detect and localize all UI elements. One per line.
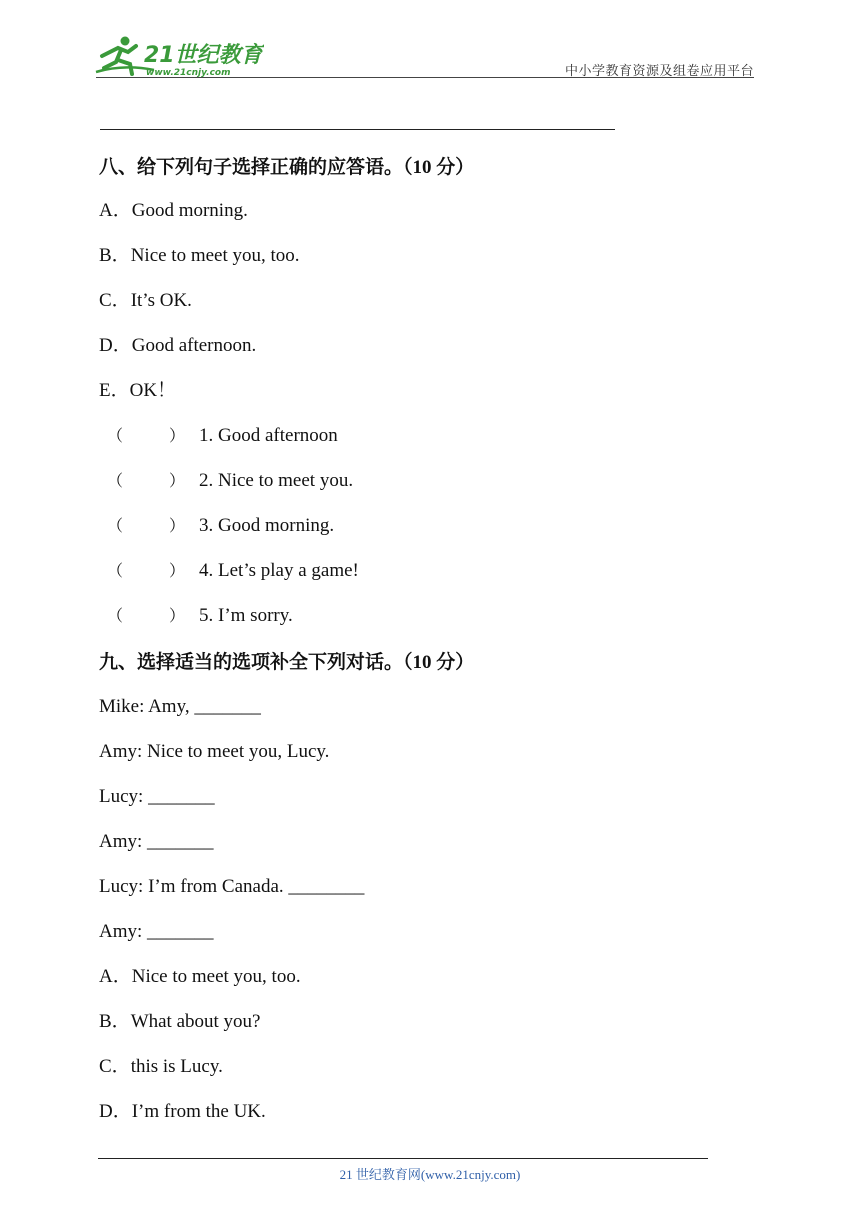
option-letter: B． xyxy=(99,245,131,266)
option-letter: C． xyxy=(99,1056,131,1077)
section8-question-1 xyxy=(107,424,338,448)
option-text: Good afternoon. xyxy=(131,335,257,356)
section9-option-d xyxy=(99,1100,266,1124)
section8-option-a xyxy=(99,199,248,223)
section8-question-3 xyxy=(107,514,334,538)
header-platform-name: 中小学教育资源及组卷应用平台 xyxy=(564,64,754,79)
option-letter: D． xyxy=(99,335,132,356)
section8-question-5 xyxy=(107,604,293,628)
dialogue-line: Lucy: _______ xyxy=(99,786,215,807)
answer-blank-line xyxy=(100,129,615,130)
answer-paren-open[interactable]: （ xyxy=(107,471,124,490)
logo-title: 21世纪教育 xyxy=(144,43,263,68)
option-text: What about you? xyxy=(130,1011,261,1032)
answer-paren-open[interactable]: （ xyxy=(107,606,124,625)
answer-paren-close: ） xyxy=(169,471,186,490)
question-text: 2. Nice to meet you. xyxy=(199,470,354,491)
section9-heading xyxy=(99,650,474,675)
answer-paren-open[interactable]: （ xyxy=(107,561,124,580)
question-text: 4. Let’s play a game! xyxy=(199,560,359,581)
section9-title: 九、选择适当的选项补全下列对话。 xyxy=(99,651,404,673)
answer-paren-open[interactable]: （ xyxy=(107,426,124,445)
answer-paren-close: ） xyxy=(169,516,186,535)
section9-option-c xyxy=(99,1055,223,1079)
header-divider xyxy=(96,77,754,78)
option-letter: C． xyxy=(99,290,131,311)
dialogue-line: Amy: Nice to meet you, Lucy. xyxy=(99,741,330,762)
answer-paren-close: ） xyxy=(169,426,186,445)
option-letter: E． xyxy=(99,380,130,401)
question-text: 5. I’m sorry. xyxy=(199,605,293,626)
question-text: 3. Good morning. xyxy=(199,515,335,536)
question-text: 1. Good afternoon xyxy=(199,425,338,446)
section8-title: 八、给下列句子选择正确的应答语。 xyxy=(99,156,404,178)
section9-points: （10 分） xyxy=(403,652,475,673)
section8-option-e xyxy=(99,379,176,403)
answer-paren-close: ） xyxy=(169,561,186,580)
section8-option-b xyxy=(99,244,300,268)
option-letter: D． xyxy=(99,1101,132,1122)
dialogue-line: Lucy: I’m from Canada. ________ xyxy=(99,876,365,897)
section8-question-4 xyxy=(107,559,359,583)
option-letter: A． xyxy=(99,966,132,987)
option-text: It’s OK. xyxy=(130,290,192,311)
dialogue-line: Amy: _______ xyxy=(99,921,214,942)
answer-paren-open[interactable]: （ xyxy=(107,516,124,535)
option-text: this is Lucy. xyxy=(130,1056,223,1077)
option-letter: A． xyxy=(99,200,132,221)
section9-option-b xyxy=(99,1010,260,1034)
option-text: I’m from the UK. xyxy=(131,1101,266,1122)
site-logo xyxy=(94,34,264,78)
section8-points: （10 分） xyxy=(403,157,475,178)
footer-site-link[interactable]: 21 世纪教育网(www.21cnjy.com) xyxy=(339,1167,521,1182)
logo-url: www.21cnjy.com xyxy=(146,68,231,78)
option-text: Good morning. xyxy=(131,200,248,221)
section8-heading xyxy=(99,155,474,180)
section8-question-2 xyxy=(107,469,353,493)
section9-option-a xyxy=(99,965,301,989)
section8-option-d xyxy=(99,334,256,358)
answer-paren-close: ） xyxy=(169,606,186,625)
option-text: Nice to meet you, too. xyxy=(130,245,300,266)
runner-logo-icon xyxy=(94,34,264,78)
option-letter: B． xyxy=(99,1011,131,1032)
footer-divider xyxy=(98,1158,708,1159)
option-text: OK！ xyxy=(129,380,177,401)
option-text: Nice to meet you, too. xyxy=(131,966,301,987)
dialogue-line: Mike: Amy, _______ xyxy=(99,696,261,717)
dialogue-line: Amy: _______ xyxy=(99,831,214,852)
section8-option-c xyxy=(99,289,192,313)
